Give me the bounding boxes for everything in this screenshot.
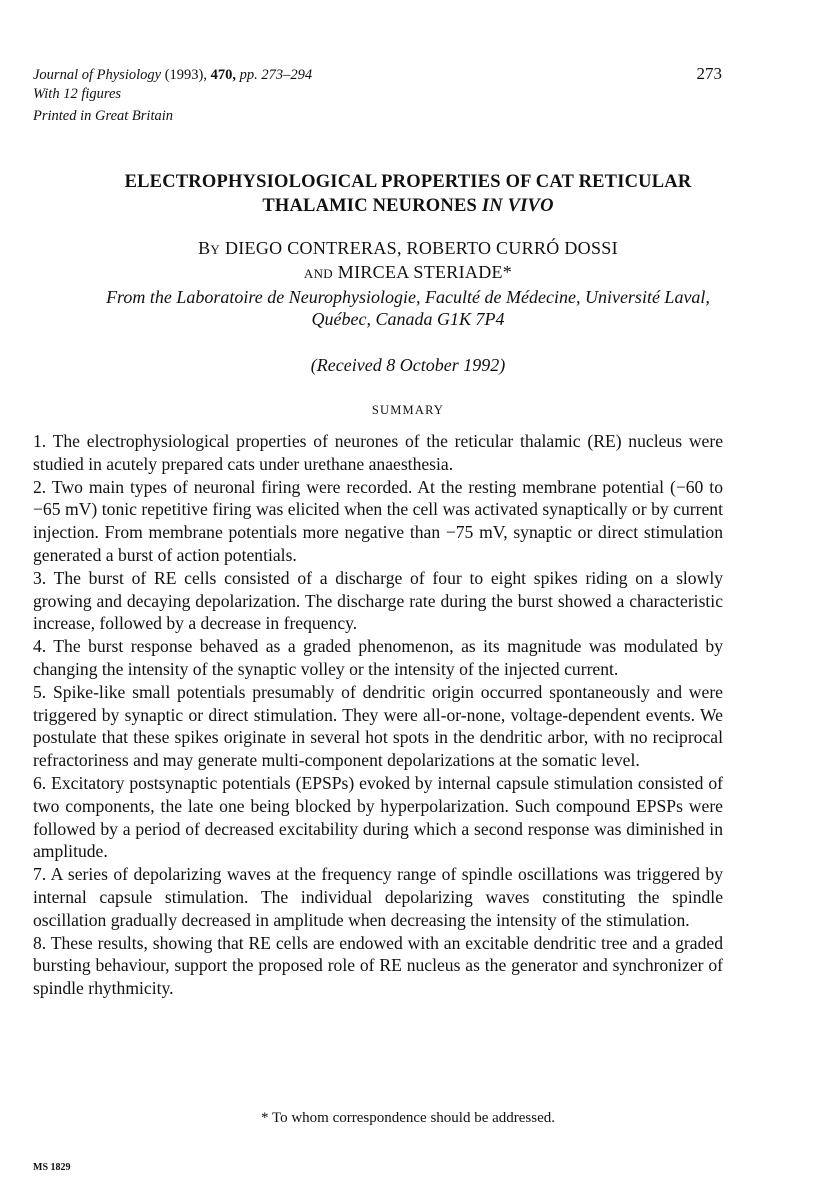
citation-line [33,66,733,85]
figure-count: With 12 figures [33,86,122,102]
journal-name: Journal of Physiology [33,67,162,83]
summary-item-6: 6. Excitatory postsynaptic potentials (EPSPs) evoked by internal capsule stimulation consisted of two components, the late one being blocked by hyperpolarization. Such compound EPSPs were followed by a period of decreased excitability during which a second response was diminished in amplitude. [33,772,723,862]
received-date: (Received 8 October 1992) [310,355,506,375]
author-list [0,236,816,284]
author-line-1 [0,236,816,260]
journal-year: (1993), [164,67,207,83]
journal-volume: 470, [210,67,236,83]
summary-item-4: 4. The burst response behaved as a graded phenomenon, as its magnitude was modulated by changing the intensity of the synaptic volley or the intensity of the injected current. [33,636,723,679]
title-line-2-italic: IN VIVO [481,196,554,216]
manuscript-number: MS 1829 [33,1162,71,1173]
author-names-2: MIRCEA STERIADE* [337,262,513,282]
author-and: and [303,262,333,282]
title-line-2-main: THALAMIC NEURONES [262,196,482,216]
author-by: By [198,238,221,258]
correspondence-footnote: * To whom correspondence should be addressed. [260,1110,556,1126]
author-line-2 [0,260,816,284]
summary-item-8: 8. These results, showing that RE cells are endowed with an excitable dendritic tree and a graded bursting behaviour, support the proposed role of RE nucleus as the generator and synchronizer of spindle rhythmicity. [33,932,723,999]
journal-pages: pp. 273–294 [239,67,313,83]
affiliation-line-2: Québec, Canada G1K 7P4 [311,309,505,329]
summary-item-7: 7. A series of depolarizing waves at the frequency range of spindle oscillations was triggered by internal capsule stimulation. The individual depolarizing waves constituting the spindle oscillation gradually decreased in amplitude when decreasing the intensity of the stimulation. [33,864,723,930]
summary-heading: SUMMARY [371,403,445,417]
journal-header [33,66,733,126]
summary-item-2: 2. Two main types of neuronal firing were recorded. At the resting membrane potential (−60 to −65 mV) tonic repetitive firing was elicited when the cell was activated synaptically or by current injection. From membrane potentials more negative than −75 mV, synaptic or direct stimulation generated a burst of action potentials. [33,476,723,565]
printed-in: Printed in Great Britain [33,108,174,124]
summary-item-1: 1. The electrophysiological properties of neurones of the reticular thalamic (RE) nucleus were studied in acutely prepared cats under urethane anaesthesia. [33,431,723,474]
author-names-1: DIEGO CONTRERAS, ROBERTO CURRÓ DOSSI [224,238,618,258]
summary-item-3: 3. The burst of RE cells consisted of a discharge of four to eight spikes riding on a slowly growing and decaying depolarization. The discharge rate during the burst showed a characteristic increase, followed by a decrease in frequency. [33,567,723,634]
summary-item-5: 5. Spike-like small potentials presumably of dendritic origin occurred spontaneously and were triggered by synaptic or direct stimulation. They were all-or-none, voltage-dependent events. We postulate that these spikes originate in several hot spots in the dendritic arbor, with no reciprocal refractoriness and may generate multi-component depolarizations at the somatic level. [33,681,723,771]
summary-body [33,430,723,1000]
title-line-2 [0,194,816,218]
title-line-1: ELECTROPHYSIOLOGICAL PROPERTIES OF CAT RETICULAR [124,172,692,192]
affiliation-line-1: From the Laboratoire de Neurophysiologie, Faculté de Médecine, Université Laval, [106,287,710,307]
page-number: 273 [696,64,722,83]
affiliation [0,286,816,330]
article-title [0,170,816,218]
